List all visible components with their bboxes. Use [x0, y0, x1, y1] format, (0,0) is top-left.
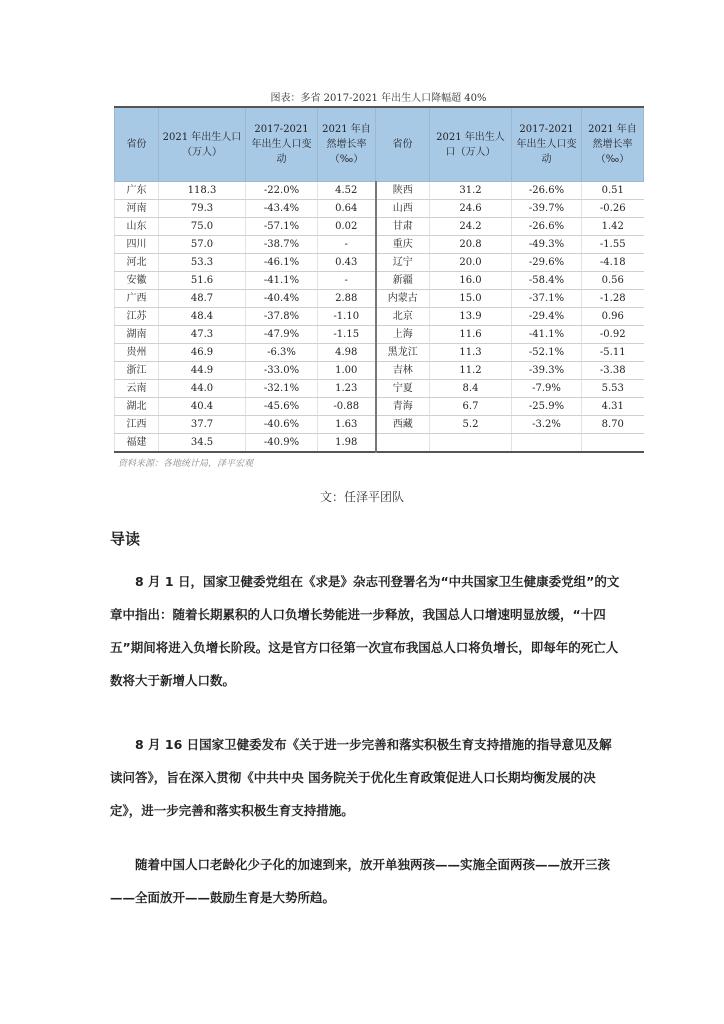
- header-births-2021: 2021 年出生人口（万人）: [159, 107, 246, 182]
- cell-change: -46.1%: [246, 254, 318, 272]
- cell-province: 辽宁: [376, 254, 430, 272]
- cell-births: 51.6: [159, 272, 246, 290]
- cell-growth: 4.98: [318, 344, 376, 362]
- header-natural-growth: 2021 年自然增长率（‰）: [318, 107, 376, 182]
- cell-growth: 1.42: [582, 218, 644, 236]
- cell-change: -52.1%: [512, 344, 582, 362]
- cell-change: -41.1%: [512, 326, 582, 344]
- cell-births: 31.2: [430, 182, 512, 200]
- cell-growth: 0.43: [318, 254, 376, 272]
- cell-province: 福建: [115, 434, 159, 453]
- table-row: [115, 272, 644, 290]
- cell-province: 内蒙古: [376, 290, 430, 308]
- cell-province: 江西: [115, 416, 159, 434]
- cell-births: 53.3: [159, 254, 246, 272]
- cell-growth: -0.88: [318, 398, 376, 416]
- cell-growth: 1.98: [318, 434, 376, 453]
- cell-births: 11.2: [430, 362, 512, 380]
- cell-change: -45.6%: [246, 398, 318, 416]
- cell-province: [376, 434, 430, 453]
- header-birth-change: 2017-2021 年出生人口变动: [246, 107, 318, 182]
- cell-change: -7.9%: [512, 380, 582, 398]
- table-row: [115, 290, 644, 308]
- cell-growth: -1.55: [582, 236, 644, 254]
- cell-births: 13.9: [430, 308, 512, 326]
- cell-change: -49.3%: [512, 236, 582, 254]
- cell-change: -38.7%: [246, 236, 318, 254]
- cell-growth: -1.28: [582, 290, 644, 308]
- cell-change: [512, 434, 582, 453]
- cell-province: 广东: [115, 182, 159, 200]
- cell-province: 重庆: [376, 236, 430, 254]
- header-births-2021: 2021 年出生人口（万人）: [430, 107, 512, 182]
- cell-province: 陕西: [376, 182, 430, 200]
- header-natural-growth: 2021 年自然增长率（‰）: [582, 107, 644, 182]
- cell-births: 40.4: [159, 398, 246, 416]
- cell-births: 6.7: [430, 398, 512, 416]
- cell-growth: 4.31: [582, 398, 644, 416]
- table-row: [115, 362, 644, 380]
- cell-growth: 0.51: [582, 182, 644, 200]
- cell-births: [430, 434, 512, 453]
- cell-province: 宁夏: [376, 380, 430, 398]
- cell-change: -40.9%: [246, 434, 318, 453]
- cell-province: 新疆: [376, 272, 430, 290]
- cell-growth: -0.92: [582, 326, 644, 344]
- cell-change: -32.1%: [246, 380, 318, 398]
- cell-province: 山东: [115, 218, 159, 236]
- table-figure: [114, 92, 643, 469]
- paragraph: 8 月 1 日，国家卫健委党组在《求是》杂志刊登署名为“中共国家卫生健康委党组”的文章中指出：随着长期累积的人口负增长势能进一步释放，我国总人口增速明显放缓，“十四五”期间将进入负增长阶段。这是官方口径第一次宣布我国总人口将负增长，即每年的死亡人数将大于新增人口数。: [110, 574, 620, 688]
- cell-province: 河南: [115, 200, 159, 218]
- cell-growth: -5.11: [582, 344, 644, 362]
- cell-births: 75.0: [159, 218, 246, 236]
- cell-births: 57.0: [159, 236, 246, 254]
- cell-province: 江苏: [115, 308, 159, 326]
- cell-growth: -3.38: [582, 362, 644, 380]
- cell-province: 河北: [115, 254, 159, 272]
- table-source: 资料来源：各地统计局，泽平宏观: [118, 459, 254, 469]
- cell-province: 甘肃: [376, 218, 430, 236]
- cell-change: -26.6%: [512, 182, 582, 200]
- table-row: [115, 308, 644, 326]
- cell-births: 118.3: [159, 182, 246, 200]
- cell-births: 15.0: [430, 290, 512, 308]
- cell-change: -43.4%: [246, 200, 318, 218]
- cell-births: 20.0: [430, 254, 512, 272]
- table-row: [115, 326, 644, 344]
- table-title: 图表：多省 2017-2021 年出生人口降幅超 40%: [270, 93, 487, 104]
- table-row: [115, 236, 644, 254]
- cell-growth: 2.88: [318, 290, 376, 308]
- cell-change: -39.7%: [512, 200, 582, 218]
- cell-growth: 0.02: [318, 218, 376, 236]
- cell-change: -37.8%: [246, 308, 318, 326]
- table-row: [115, 398, 644, 416]
- cell-change: -37.1%: [512, 290, 582, 308]
- table-header-row: [115, 107, 644, 182]
- table-row: [115, 380, 644, 398]
- cell-growth: 8.70: [582, 416, 644, 434]
- cell-change: -58.4%: [512, 272, 582, 290]
- cell-growth: 4.52: [318, 182, 376, 200]
- cell-growth: 0.64: [318, 200, 376, 218]
- cell-change: -29.4%: [512, 308, 582, 326]
- table-row: [115, 200, 644, 218]
- cell-change: -40.6%: [246, 416, 318, 434]
- cell-births: 46.9: [159, 344, 246, 362]
- cell-province: 安徽: [115, 272, 159, 290]
- table-row: [115, 434, 644, 453]
- cell-growth: 0.96: [582, 308, 644, 326]
- cell-births: 5.2: [430, 416, 512, 434]
- paragraph: 8 月 16 日国家卫健委发布《关于进一步完善和落实积极生育支持措施的指导意见及解读问答》，旨在深入贯彻《中共中央 国务院关于优化生育政策促进人口长期均衡发展的决定》，进一步完善和落实积极生育支持措施。: [110, 737, 612, 818]
- cell-province: 广西: [115, 290, 159, 308]
- cell-growth: -: [318, 272, 376, 290]
- cell-province: 山西: [376, 200, 430, 218]
- cell-province: 云南: [115, 380, 159, 398]
- cell-births: 24.2: [430, 218, 512, 236]
- cell-province: 西藏: [376, 416, 430, 434]
- cell-births: 48.4: [159, 308, 246, 326]
- cell-change: -33.0%: [246, 362, 318, 380]
- paragraph: 随着中国人口老龄化少子化的加速到来，放开单独两孩——实施全面两孩——放开三孩——全面放开——鼓励生育是大势所趋。: [110, 857, 611, 905]
- cell-province: 北京: [376, 308, 430, 326]
- cell-change: -29.6%: [512, 254, 582, 272]
- cell-growth: -: [318, 236, 376, 254]
- cell-births: 37.7: [159, 416, 246, 434]
- cell-births: 8.4: [430, 380, 512, 398]
- cell-change: -6.3%: [246, 344, 318, 362]
- table-row: [115, 254, 644, 272]
- header-province: 省份: [376, 107, 430, 182]
- cell-births: 47.3: [159, 326, 246, 344]
- cell-change: -41.1%: [246, 272, 318, 290]
- table-row: [115, 344, 644, 362]
- cell-province: 吉林: [376, 362, 430, 380]
- cell-change: -25.9%: [512, 398, 582, 416]
- cell-growth: -0.26: [582, 200, 644, 218]
- section-heading: 导读: [110, 530, 141, 548]
- cell-province: 黑龙江: [376, 344, 430, 362]
- cell-births: 11.6: [430, 326, 512, 344]
- cell-change: -40.4%: [246, 290, 318, 308]
- cell-growth: 0.56: [582, 272, 644, 290]
- cell-growth: 1.23: [318, 380, 376, 398]
- cell-growth: -1.15: [318, 326, 376, 344]
- cell-province: 四川: [115, 236, 159, 254]
- cell-change: -26.6%: [512, 218, 582, 236]
- table-row: [115, 416, 644, 434]
- cell-growth: 1.00: [318, 362, 376, 380]
- cell-growth: -1.10: [318, 308, 376, 326]
- cell-change: -57.1%: [246, 218, 318, 236]
- cell-change: -39.3%: [512, 362, 582, 380]
- birth-population-table: [114, 106, 644, 453]
- cell-change: -3.2%: [512, 416, 582, 434]
- cell-province: 上海: [376, 326, 430, 344]
- cell-province: 贵州: [115, 344, 159, 362]
- cell-births: 48.7: [159, 290, 246, 308]
- cell-change: -22.0%: [246, 182, 318, 200]
- author-line: 文：任泽平团队: [319, 490, 404, 504]
- cell-change: -47.9%: [246, 326, 318, 344]
- cell-births: 79.3: [159, 200, 246, 218]
- cell-births: 16.0: [430, 272, 512, 290]
- cell-province: 湖北: [115, 398, 159, 416]
- cell-province: 浙江: [115, 362, 159, 380]
- table-row: [115, 218, 644, 236]
- cell-growth: 1.63: [318, 416, 376, 434]
- cell-births: 20.8: [430, 236, 512, 254]
- header-province: 省份: [115, 107, 159, 182]
- cell-province: 青海: [376, 398, 430, 416]
- cell-births: 11.3: [430, 344, 512, 362]
- cell-growth: [582, 434, 644, 453]
- table-row: [115, 182, 644, 200]
- header-birth-change: 2017-2021 年出生人口变动: [512, 107, 582, 182]
- cell-growth: -4.18: [582, 254, 644, 272]
- cell-growth: 5.53: [582, 380, 644, 398]
- cell-province: 湖南: [115, 326, 159, 344]
- cell-births: 44.9: [159, 362, 246, 380]
- cell-births: 44.0: [159, 380, 246, 398]
- cell-births: 34.5: [159, 434, 246, 453]
- cell-births: 24.6: [430, 200, 512, 218]
